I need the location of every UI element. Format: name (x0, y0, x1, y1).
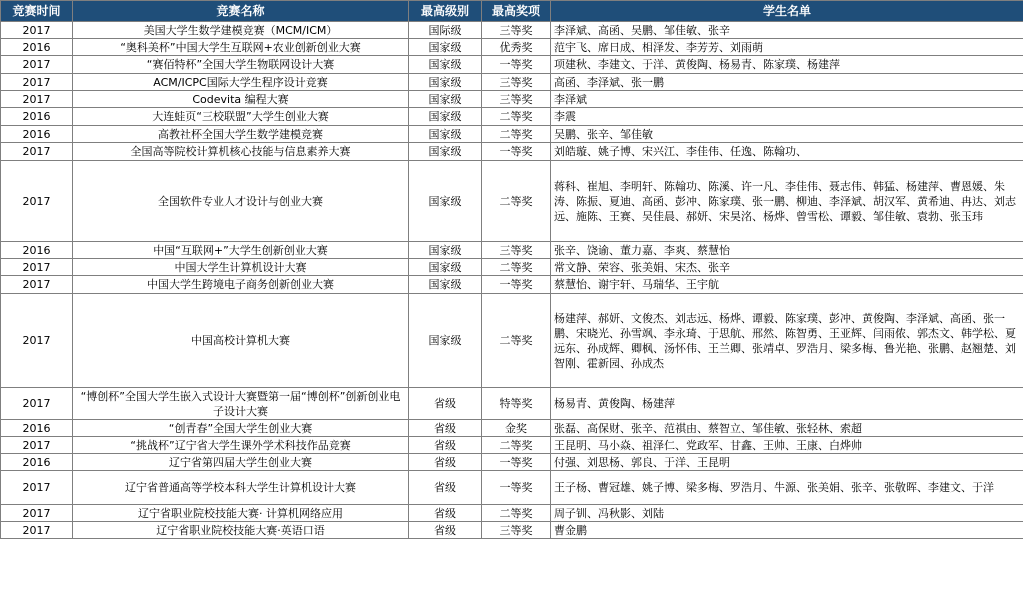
cell-level: 国家级 (409, 108, 482, 126)
cell-students: 李泽斌 (551, 91, 1023, 108)
cell-name: 中国“互联网+”大学生创新创业大赛 (73, 242, 409, 259)
cell-award: 优秀奖 (482, 39, 551, 56)
cell-students: 李泽斌、高函、吴鹏、邹佳敏、张辛 (551, 22, 1023, 39)
cell-award: 二等奖 (482, 108, 551, 126)
cell-year: 2017 (1, 522, 73, 539)
cell-name: Codevita 编程大赛 (73, 91, 409, 108)
cell-level: 国家级 (409, 39, 482, 56)
table-row (1, 126, 1023, 143)
cell-students: 常文静、荣容、张美娟、宋杰、张辛 (551, 259, 1023, 276)
table-row (1, 505, 1023, 522)
header-row (1, 1, 1023, 22)
table-row (1, 108, 1023, 126)
table-row (1, 388, 1023, 420)
table-row (1, 471, 1023, 505)
header-level: 最高级别 (409, 1, 482, 22)
table-row (1, 522, 1023, 539)
cell-students: 周子钏、冯秋影、刘陆 (551, 505, 1023, 522)
table-row (1, 74, 1023, 91)
cell-award: 特等奖 (482, 388, 551, 420)
cell-students: 蒋科、崔旭、李明轩、陈翰功、陈溪、许一凡、李佳伟、聂志伟、韩猛、杨建萍、曹恩媛、朱涛、陈振、夏迪、高函、彭冲、陈家璞、张一鹏、柳迪、李泽斌、胡汉军、黄希迪、冉达、刘志远、施陈、王赛、吴佳晨、郝妍、宋昊洺、杨烨、曾雪松、谭毅、邹佳敏、袁勃、张玉玮 (551, 161, 1023, 242)
cell-name: 辽宁省普通高等学校本科大学生计算机设计大赛 (73, 471, 409, 505)
cell-award: 三等奖 (482, 242, 551, 259)
table-row (1, 56, 1023, 74)
cell-award: 三等奖 (482, 522, 551, 539)
cell-award: 三等奖 (482, 22, 551, 39)
cell-award: 一等奖 (482, 143, 551, 161)
cell-award: 二等奖 (482, 437, 551, 454)
cell-level: 国家级 (409, 56, 482, 74)
cell-year: 2017 (1, 74, 73, 91)
cell-students: 杨建萍、郝妍、文俊杰、刘志远、杨烨、谭毅、陈家璞、彭冲、黄俊陶、李泽斌、高函、张一鹏、宋晓光、孙雪飒、李永琦、于思航、邢然、陈智勇、王亚辉、闫雨侬、郭杰文、韩学松、夏远东、孙成辉、卿枫、汤怀伟、王兰卿、张靖卓、罗浩月、梁多梅、鲁光艳、张鹏、赵翘楚、刘智刚、霍新园、孙成杰 (551, 294, 1023, 388)
cell-year: 2016 (1, 420, 73, 437)
cell-name: “挑战杯”辽宁省大学生课外学术科技作品竞赛 (73, 437, 409, 454)
cell-students: 李震 (551, 108, 1023, 126)
cell-students: 王子杨、曹冠雄、姚子博、梁多梅、罗浩月、牛源、张美娟、张辛、张敬晖、李建文、于洋 (551, 471, 1023, 505)
cell-year: 2017 (1, 161, 73, 242)
cell-year: 2016 (1, 39, 73, 56)
cell-students: 张辛、饶谕、董力嘉、李爽、蔡慧怡 (551, 242, 1023, 259)
cell-students: 吴鹏、张辛、邹佳敏 (551, 126, 1023, 143)
cell-year: 2017 (1, 294, 73, 388)
cell-level: 国际级 (409, 22, 482, 39)
table-row (1, 161, 1023, 242)
table-row (1, 294, 1023, 388)
cell-year: 2017 (1, 22, 73, 39)
cell-name: “奥科美杯”中国大学生互联网+农业创新创业大赛 (73, 39, 409, 56)
cell-award: 一等奖 (482, 471, 551, 505)
cell-year: 2017 (1, 505, 73, 522)
cell-level: 国家级 (409, 126, 482, 143)
cell-level: 省级 (409, 388, 482, 420)
table-row (1, 276, 1023, 294)
cell-name: 全国高等院校计算机核心技能与信息素养大赛 (73, 143, 409, 161)
table-body (1, 22, 1023, 539)
cell-year: 2016 (1, 242, 73, 259)
cell-students: 项建秋、李建文、于洋、黄俊陶、杨易青、陈家璞、杨建萍 (551, 56, 1023, 74)
cell-name: 中国高校计算机大赛 (73, 294, 409, 388)
cell-students: 杨易青、黄俊陶、杨建萍 (551, 388, 1023, 420)
cell-name: ACM/ICPC国际大学生程序设计竞赛 (73, 74, 409, 91)
table-row (1, 242, 1023, 259)
cell-level: 省级 (409, 454, 482, 471)
cell-name: 高教社杯全国大学生数学建模竞赛 (73, 126, 409, 143)
table-row (1, 143, 1023, 161)
cell-students: 付强、刘思杨、郭良、于洋、王昆明 (551, 454, 1023, 471)
cell-students: 王昆明、马小焱、祖泽仁、党政军、甘鑫、王帅、王康、白烨帅 (551, 437, 1023, 454)
cell-year: 2017 (1, 56, 73, 74)
cell-level: 省级 (409, 505, 482, 522)
cell-level: 国家级 (409, 91, 482, 108)
cell-award: 三等奖 (482, 91, 551, 108)
cell-award: 二等奖 (482, 505, 551, 522)
header-year: 竞赛时间 (1, 1, 73, 22)
cell-award: 一等奖 (482, 454, 551, 471)
cell-level: 国家级 (409, 161, 482, 242)
header-students: 学生名单 (551, 1, 1023, 22)
table-row (1, 420, 1023, 437)
cell-award: 二等奖 (482, 294, 551, 388)
cell-level: 国家级 (409, 276, 482, 294)
cell-students: 蔡慧怡、谢宇轩、马瑞华、王宇航 (551, 276, 1023, 294)
cell-year: 2016 (1, 126, 73, 143)
table-row (1, 39, 1023, 56)
cell-level: 国家级 (409, 294, 482, 388)
cell-name: 辽宁省第四届大学生创业大赛 (73, 454, 409, 471)
cell-year: 2017 (1, 276, 73, 294)
cell-name: 美国大学生数学建模竞赛（MCM/ICM） (73, 22, 409, 39)
cell-students: 刘皓璇、姚子博、宋兴江、李佳伟、任逸、陈翰功、 (551, 143, 1023, 161)
cell-year: 2016 (1, 454, 73, 471)
cell-name: 辽宁省职业院校技能大赛·英语口语 (73, 522, 409, 539)
cell-students: 张磊、高保财、张辛、范祺由、蔡智立、邹佳敏、张轻林、索超 (551, 420, 1023, 437)
cell-name: “创青春”全国大学生创业大赛 (73, 420, 409, 437)
cell-year: 2017 (1, 388, 73, 420)
cell-level: 国家级 (409, 242, 482, 259)
table-row (1, 259, 1023, 276)
cell-name: 全国软件专业人才设计与创业大赛 (73, 161, 409, 242)
cell-award: 一等奖 (482, 276, 551, 294)
cell-name: “赛佰特杯”全国大学生物联网设计大赛 (73, 56, 409, 74)
cell-award: 金奖 (482, 420, 551, 437)
cell-name: “博创杯”全国大学生嵌入式设计大赛暨第一届“博创杯”创新创业电子设计大赛 (73, 388, 409, 420)
cell-level: 省级 (409, 522, 482, 539)
cell-level: 国家级 (409, 259, 482, 276)
table-row (1, 454, 1023, 471)
cell-award: 三等奖 (482, 74, 551, 91)
cell-award: 二等奖 (482, 161, 551, 242)
cell-award: 一等奖 (482, 56, 551, 74)
cell-level: 国家级 (409, 143, 482, 161)
cell-year: 2017 (1, 143, 73, 161)
cell-name: 中国大学生计算机设计大赛 (73, 259, 409, 276)
cell-students: 高函、李泽斌、张一鹏 (551, 74, 1023, 91)
cell-year: 2016 (1, 108, 73, 126)
cell-year: 2017 (1, 91, 73, 108)
table-row (1, 22, 1023, 39)
cell-level: 国家级 (409, 74, 482, 91)
cell-students: 范宇飞、席日成、相泽发、李芳芳、刘雨萌 (551, 39, 1023, 56)
cell-year: 2017 (1, 471, 73, 505)
cell-award: 二等奖 (482, 259, 551, 276)
header-name: 竞赛名称 (73, 1, 409, 22)
table-row (1, 437, 1023, 454)
cell-award: 二等奖 (482, 126, 551, 143)
cell-level: 省级 (409, 471, 482, 505)
cell-name: 中国大学生跨境电子商务创新创业大赛 (73, 276, 409, 294)
cell-level: 省级 (409, 437, 482, 454)
cell-students: 曹金鹏 (551, 522, 1023, 539)
cell-year: 2017 (1, 437, 73, 454)
cell-name: 大连蛙页“三校联盟”大学生创业大赛 (73, 108, 409, 126)
cell-year: 2017 (1, 259, 73, 276)
table-row (1, 91, 1023, 108)
header-award: 最高奖项 (482, 1, 551, 22)
cell-name: 辽宁省职业院校技能大赛· 计算机网络应用 (73, 505, 409, 522)
cell-level: 省级 (409, 420, 482, 437)
